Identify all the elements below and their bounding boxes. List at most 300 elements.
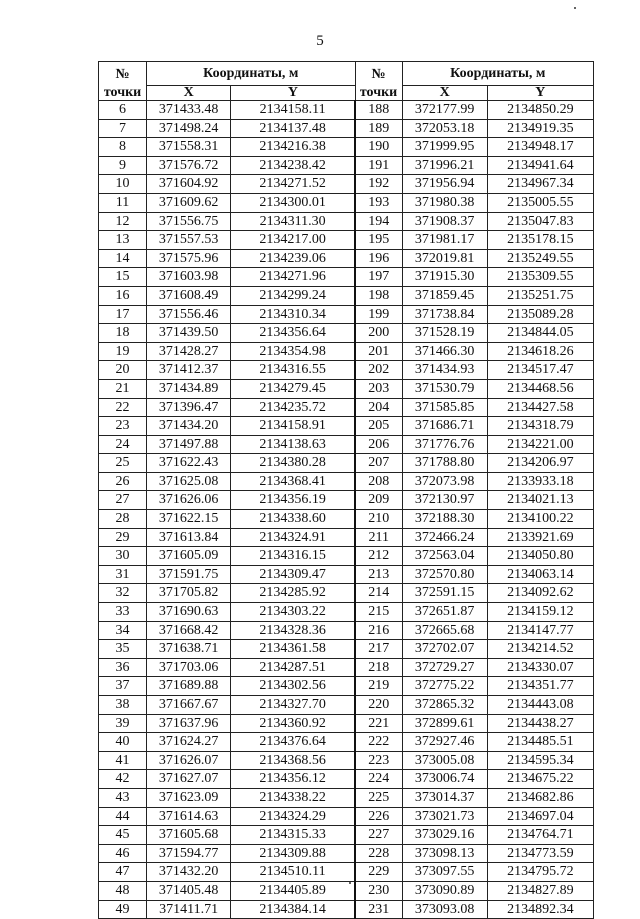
header-x-right: X <box>402 86 487 101</box>
cell-y-left: 2134137.48 <box>231 119 355 138</box>
cell-y-left: 2134303.22 <box>231 603 355 622</box>
cell-x-left: 371626.06 <box>147 491 231 510</box>
table-row <box>99 881 594 900</box>
cell-x-right: 373093.08 <box>402 900 487 919</box>
cell-y-right: 2134063.14 <box>487 565 593 584</box>
cell-x-left: 371412.37 <box>147 361 231 380</box>
cell-y-right: 2134443.08 <box>487 696 593 715</box>
cell-y-left: 2134338.22 <box>231 788 355 807</box>
cell-x-right: 372865.32 <box>402 696 487 715</box>
table-row <box>99 621 594 640</box>
table-row <box>99 510 594 529</box>
cell-y-left: 2134300.01 <box>231 193 355 212</box>
table-row <box>99 361 594 380</box>
cell-point-number-left: 32 <box>99 584 147 603</box>
cell-point-number-left: 15 <box>99 268 147 287</box>
cell-point-number-right: 193 <box>355 193 402 212</box>
cell-y-right: 2134697.04 <box>487 807 593 826</box>
cell-point-number-right: 217 <box>355 640 402 659</box>
cell-point-number-left: 29 <box>99 528 147 547</box>
cell-point-number-right: 216 <box>355 621 402 640</box>
cell-y-left: 2134356.12 <box>231 770 355 789</box>
table-row <box>99 696 594 715</box>
cell-point-number-left: 43 <box>99 788 147 807</box>
table-row <box>99 379 594 398</box>
cell-x-left: 371605.68 <box>147 826 231 845</box>
cell-x-right: 373005.08 <box>402 751 487 770</box>
cell-point-number-left: 17 <box>99 305 147 324</box>
cell-y-left: 2134510.11 <box>231 863 355 882</box>
table-row <box>99 528 594 547</box>
cell-point-number-left: 42 <box>99 770 147 789</box>
cell-point-number-left: 31 <box>99 565 147 584</box>
cell-y-left: 2134239.06 <box>231 249 355 268</box>
cell-y-left: 2134354.98 <box>231 342 355 361</box>
cell-point-number-left: 6 <box>99 101 147 120</box>
cell-point-number-right: 221 <box>355 714 402 733</box>
cell-point-number-right: 189 <box>355 119 402 138</box>
cell-point-number-right: 208 <box>355 472 402 491</box>
cell-point-number-left: 10 <box>99 175 147 194</box>
cell-x-left: 371626.07 <box>147 751 231 770</box>
cell-point-number-right: 231 <box>355 900 402 919</box>
scan-speck <box>349 882 351 884</box>
cell-y-left: 2134299.24 <box>231 286 355 305</box>
table-row <box>99 677 594 696</box>
cell-point-number-left: 27 <box>99 491 147 510</box>
cell-x-left: 371624.27 <box>147 733 231 752</box>
header-x-left: X <box>147 86 231 101</box>
cell-y-left: 2134235.72 <box>231 398 355 417</box>
table-row <box>99 826 594 845</box>
cell-point-number-right: 218 <box>355 658 402 677</box>
cell-point-number-right: 198 <box>355 286 402 305</box>
cell-y-right: 2134468.56 <box>487 379 593 398</box>
coordinates-table <box>98 61 594 919</box>
cell-y-left: 2134217.00 <box>231 231 355 250</box>
table-row <box>99 751 594 770</box>
table-row <box>99 101 594 120</box>
cell-y-left: 2134315.33 <box>231 826 355 845</box>
cell-x-left: 371558.31 <box>147 138 231 157</box>
cell-x-left: 371556.46 <box>147 305 231 324</box>
cell-x-right: 371956.94 <box>402 175 487 194</box>
cell-x-left: 371668.42 <box>147 621 231 640</box>
cell-y-left: 2134368.56 <box>231 751 355 770</box>
table-row <box>99 193 594 212</box>
table-row <box>99 305 594 324</box>
cell-point-number-left: 20 <box>99 361 147 380</box>
cell-y-left: 2134238.42 <box>231 156 355 175</box>
cell-point-number-left: 18 <box>99 324 147 343</box>
cell-x-right: 371528.19 <box>402 324 487 343</box>
cell-y-right: 2135089.28 <box>487 305 593 324</box>
cell-x-left: 371498.24 <box>147 119 231 138</box>
cell-x-left: 371690.63 <box>147 603 231 622</box>
cell-x-right: 372570.80 <box>402 565 487 584</box>
cell-x-right: 372130.97 <box>402 491 487 510</box>
cell-x-left: 371609.62 <box>147 193 231 212</box>
table-row <box>99 770 594 789</box>
header-point-label-left: точки <box>99 86 147 101</box>
cell-y-right: 2134159.12 <box>487 603 593 622</box>
cell-x-left: 371637.96 <box>147 714 231 733</box>
table-row <box>99 844 594 863</box>
cell-y-right: 2134351.77 <box>487 677 593 696</box>
cell-y-right: 2135005.55 <box>487 193 593 212</box>
cell-point-number-left: 39 <box>99 714 147 733</box>
cell-y-right: 2134092.62 <box>487 584 593 603</box>
cell-x-left: 371432.20 <box>147 863 231 882</box>
cell-x-left: 371434.20 <box>147 417 231 436</box>
cell-x-left: 371638.71 <box>147 640 231 659</box>
table-row <box>99 900 594 919</box>
cell-x-right: 371738.84 <box>402 305 487 324</box>
cell-y-right: 2134844.05 <box>487 324 593 343</box>
cell-point-number-right: 214 <box>355 584 402 603</box>
table-row <box>99 156 594 175</box>
cell-y-right: 2134948.17 <box>487 138 593 157</box>
cell-x-right: 371996.21 <box>402 156 487 175</box>
cell-point-number-right: 205 <box>355 417 402 436</box>
cell-y-left: 2134384.14 <box>231 900 355 919</box>
cell-x-left: 371703.06 <box>147 658 231 677</box>
cell-point-number-right: 188 <box>355 101 402 120</box>
table-row <box>99 640 594 659</box>
header-coords-group-right: Координаты, м <box>402 62 593 86</box>
cell-x-left: 371557.53 <box>147 231 231 250</box>
table-row <box>99 603 594 622</box>
cell-y-right: 2134595.34 <box>487 751 593 770</box>
cell-point-number-right: 219 <box>355 677 402 696</box>
cell-x-right: 372053.18 <box>402 119 487 138</box>
cell-y-left: 2134361.58 <box>231 640 355 659</box>
cell-y-right: 2134221.00 <box>487 435 593 454</box>
cell-y-left: 2134360.92 <box>231 714 355 733</box>
cell-y-right: 2134941.64 <box>487 156 593 175</box>
cell-point-number-left: 38 <box>99 696 147 715</box>
cell-point-number-right: 197 <box>355 268 402 287</box>
cell-y-right: 2134206.97 <box>487 454 593 473</box>
cell-x-right: 371981.17 <box>402 231 487 250</box>
cell-point-number-left: 33 <box>99 603 147 622</box>
cell-point-number-left: 22 <box>99 398 147 417</box>
cell-x-right: 373021.73 <box>402 807 487 826</box>
table-row <box>99 435 594 454</box>
cell-x-right: 372775.22 <box>402 677 487 696</box>
cell-y-right: 2134919.35 <box>487 119 593 138</box>
cell-x-right: 373098.13 <box>402 844 487 863</box>
cell-point-number-right: 190 <box>355 138 402 157</box>
cell-y-right: 2134050.80 <box>487 547 593 566</box>
cell-x-right: 372466.24 <box>402 528 487 547</box>
cell-point-number-left: 19 <box>99 342 147 361</box>
cell-x-left: 371594.77 <box>147 844 231 863</box>
header-point-label-right: точки <box>355 86 402 101</box>
cell-point-number-right: 222 <box>355 733 402 752</box>
cell-y-left: 2134327.70 <box>231 696 355 715</box>
cell-point-number-right: 230 <box>355 881 402 900</box>
cell-x-right: 371776.76 <box>402 435 487 454</box>
cell-x-left: 371613.84 <box>147 528 231 547</box>
cell-x-left: 371667.67 <box>147 696 231 715</box>
cell-y-left: 2134309.47 <box>231 565 355 584</box>
cell-point-number-right: 191 <box>355 156 402 175</box>
cell-y-left: 2134285.92 <box>231 584 355 603</box>
cell-point-number-right: 228 <box>355 844 402 863</box>
cell-y-right: 2133933.18 <box>487 472 593 491</box>
cell-point-number-left: 41 <box>99 751 147 770</box>
cell-y-left: 2134316.55 <box>231 361 355 380</box>
cell-x-right: 371466.30 <box>402 342 487 361</box>
cell-point-number-right: 223 <box>355 751 402 770</box>
cell-x-right: 372188.30 <box>402 510 487 529</box>
cell-y-left: 2134405.89 <box>231 881 355 900</box>
cell-point-number-right: 227 <box>355 826 402 845</box>
cell-point-number-left: 23 <box>99 417 147 436</box>
table-row <box>99 658 594 677</box>
cell-point-number-right: 206 <box>355 435 402 454</box>
cell-y-left: 2134302.56 <box>231 677 355 696</box>
cell-y-right: 2134427.58 <box>487 398 593 417</box>
table-row <box>99 417 594 436</box>
cell-x-left: 371623.09 <box>147 788 231 807</box>
cell-x-right: 372073.98 <box>402 472 487 491</box>
table-row <box>99 324 594 343</box>
cell-point-number-right: 195 <box>355 231 402 250</box>
cell-x-right: 372702.07 <box>402 640 487 659</box>
cell-x-right: 372927.46 <box>402 733 487 752</box>
cell-point-number-left: 9 <box>99 156 147 175</box>
cell-point-number-right: 211 <box>355 528 402 547</box>
cell-point-number-right: 196 <box>355 249 402 268</box>
table-row <box>99 491 594 510</box>
cell-y-left: 2134271.52 <box>231 175 355 194</box>
table-row <box>99 547 594 566</box>
cell-point-number-left: 21 <box>99 379 147 398</box>
cell-point-number-left: 37 <box>99 677 147 696</box>
cell-point-number-left: 45 <box>99 826 147 845</box>
cell-x-left: 371396.47 <box>147 398 231 417</box>
cell-point-number-left: 47 <box>99 863 147 882</box>
cell-x-left: 371625.08 <box>147 472 231 491</box>
cell-y-right: 2134795.72 <box>487 863 593 882</box>
cell-point-number-right: 215 <box>355 603 402 622</box>
cell-x-left: 371556.75 <box>147 212 231 231</box>
cell-point-number-right: 212 <box>355 547 402 566</box>
cell-y-left: 2134316.15 <box>231 547 355 566</box>
cell-y-right: 2134100.22 <box>487 510 593 529</box>
cell-y-right: 2134773.59 <box>487 844 593 863</box>
cell-point-number-left: 8 <box>99 138 147 157</box>
header-point-number-left: № <box>99 62 147 86</box>
cell-x-right: 373006.74 <box>402 770 487 789</box>
cell-x-left: 371411.71 <box>147 900 231 919</box>
cell-x-right: 372899.61 <box>402 714 487 733</box>
cell-point-number-left: 26 <box>99 472 147 491</box>
table-row <box>99 788 594 807</box>
cell-y-left: 2134158.11 <box>231 101 355 120</box>
cell-point-number-left: 46 <box>99 844 147 863</box>
cell-x-left: 371608.49 <box>147 286 231 305</box>
cell-x-right: 371585.85 <box>402 398 487 417</box>
cell-y-left: 2134271.96 <box>231 268 355 287</box>
cell-y-right: 2135249.55 <box>487 249 593 268</box>
cell-y-left: 2134324.29 <box>231 807 355 826</box>
cell-y-right: 2134318.79 <box>487 417 593 436</box>
header-y-left: Y <box>231 86 355 101</box>
cell-y-right: 2134682.86 <box>487 788 593 807</box>
cell-y-left: 2134279.45 <box>231 379 355 398</box>
header-coords-group-left: Координаты, м <box>147 62 355 86</box>
cell-point-number-left: 24 <box>99 435 147 454</box>
cell-point-number-left: 48 <box>99 881 147 900</box>
table-row <box>99 472 594 491</box>
cell-x-left: 371689.88 <box>147 677 231 696</box>
cell-y-left: 2134287.51 <box>231 658 355 677</box>
cell-x-right: 372591.15 <box>402 584 487 603</box>
cell-y-right: 2134892.34 <box>487 900 593 919</box>
table-row <box>99 398 594 417</box>
cell-point-number-right: 209 <box>355 491 402 510</box>
cell-x-right: 372563.04 <box>402 547 487 566</box>
table-row <box>99 342 594 361</box>
cell-point-number-right: 220 <box>355 696 402 715</box>
cell-y-right: 2135178.15 <box>487 231 593 250</box>
cell-y-left: 2134158.91 <box>231 417 355 436</box>
cell-y-right: 2134330.07 <box>487 658 593 677</box>
cell-y-left: 2134328.36 <box>231 621 355 640</box>
cell-x-right: 372651.87 <box>402 603 487 622</box>
cell-x-right: 371859.45 <box>402 286 487 305</box>
cell-y-left: 2134368.41 <box>231 472 355 491</box>
cell-x-left: 371603.98 <box>147 268 231 287</box>
cell-x-right: 371999.95 <box>402 138 487 157</box>
cell-y-right: 2134827.89 <box>487 881 593 900</box>
cell-point-number-left: 35 <box>99 640 147 659</box>
cell-x-right: 371908.37 <box>402 212 487 231</box>
cell-point-number-left: 11 <box>99 193 147 212</box>
cell-y-right: 2134485.51 <box>487 733 593 752</box>
cell-y-left: 2134324.91 <box>231 528 355 547</box>
cell-x-right: 371788.80 <box>402 454 487 473</box>
cell-point-number-right: 207 <box>355 454 402 473</box>
cell-y-right: 2135251.75 <box>487 286 593 305</box>
cell-x-right: 372665.68 <box>402 621 487 640</box>
cell-x-left: 371428.27 <box>147 342 231 361</box>
cell-point-number-right: 202 <box>355 361 402 380</box>
cell-x-left: 371576.72 <box>147 156 231 175</box>
cell-x-right: 372729.27 <box>402 658 487 677</box>
cell-y-right: 2134850.29 <box>487 101 593 120</box>
cell-point-number-left: 49 <box>99 900 147 919</box>
cell-y-right: 2133921.69 <box>487 528 593 547</box>
table-row <box>99 863 594 882</box>
cell-y-right: 2134675.22 <box>487 770 593 789</box>
table-row <box>99 714 594 733</box>
table-row <box>99 565 594 584</box>
cell-y-right: 2134517.47 <box>487 361 593 380</box>
cell-point-number-left: 28 <box>99 510 147 529</box>
table-row <box>99 807 594 826</box>
table-row <box>99 119 594 138</box>
cell-x-left: 371622.43 <box>147 454 231 473</box>
cell-y-right: 2134618.26 <box>487 342 593 361</box>
cell-y-left: 2134356.19 <box>231 491 355 510</box>
cell-x-left: 371497.88 <box>147 435 231 454</box>
cell-y-left: 2134311.30 <box>231 212 355 231</box>
cell-y-left: 2134310.34 <box>231 305 355 324</box>
table-row <box>99 249 594 268</box>
cell-point-number-left: 25 <box>99 454 147 473</box>
table-row <box>99 138 594 157</box>
cell-x-left: 371434.89 <box>147 379 231 398</box>
table-row <box>99 212 594 231</box>
cell-point-number-right: 204 <box>355 398 402 417</box>
cell-y-left: 2134376.64 <box>231 733 355 752</box>
cell-point-number-right: 210 <box>355 510 402 529</box>
cell-x-left: 371433.48 <box>147 101 231 120</box>
cell-point-number-left: 36 <box>99 658 147 677</box>
table-row <box>99 733 594 752</box>
cell-x-right: 373014.37 <box>402 788 487 807</box>
header-y-right: Y <box>487 86 593 101</box>
cell-y-left: 2134338.60 <box>231 510 355 529</box>
cell-point-number-right: 203 <box>355 379 402 398</box>
cell-point-number-right: 225 <box>355 788 402 807</box>
cell-point-number-right: 194 <box>355 212 402 231</box>
cell-x-right: 373097.55 <box>402 863 487 882</box>
cell-point-number-right: 213 <box>355 565 402 584</box>
cell-x-right: 371434.93 <box>402 361 487 380</box>
cell-x-left: 371604.92 <box>147 175 231 194</box>
table-row <box>99 231 594 250</box>
cell-x-right: 372177.99 <box>402 101 487 120</box>
cell-x-right: 373090.89 <box>402 881 487 900</box>
cell-x-left: 371575.96 <box>147 249 231 268</box>
cell-y-left: 2134356.64 <box>231 324 355 343</box>
cell-x-right: 373029.16 <box>402 826 487 845</box>
cell-point-number-left: 34 <box>99 621 147 640</box>
cell-x-right: 371686.71 <box>402 417 487 436</box>
cell-x-right: 371530.79 <box>402 379 487 398</box>
table-body <box>99 101 594 919</box>
cell-y-right: 2134214.52 <box>487 640 593 659</box>
cell-point-number-right: 199 <box>355 305 402 324</box>
cell-x-left: 371705.82 <box>147 584 231 603</box>
cell-x-right: 372019.81 <box>402 249 487 268</box>
cell-y-right: 2134147.77 <box>487 621 593 640</box>
cell-x-right: 371980.38 <box>402 193 487 212</box>
cell-x-left: 371439.50 <box>147 324 231 343</box>
cell-x-left: 371627.07 <box>147 770 231 789</box>
cell-x-left: 371591.75 <box>147 565 231 584</box>
cell-y-right: 2134438.27 <box>487 714 593 733</box>
cell-point-number-right: 229 <box>355 863 402 882</box>
table-row <box>99 454 594 473</box>
cell-y-right: 2134967.34 <box>487 175 593 194</box>
cell-x-right: 371915.30 <box>402 268 487 287</box>
cell-point-number-left: 30 <box>99 547 147 566</box>
scan-speck <box>574 7 576 9</box>
cell-point-number-left: 40 <box>99 733 147 752</box>
cell-point-number-left: 16 <box>99 286 147 305</box>
cell-point-number-right: 226 <box>355 807 402 826</box>
cell-y-left: 2134216.38 <box>231 138 355 157</box>
table-row <box>99 584 594 603</box>
cell-y-left: 2134309.88 <box>231 844 355 863</box>
cell-y-right: 2135047.83 <box>487 212 593 231</box>
